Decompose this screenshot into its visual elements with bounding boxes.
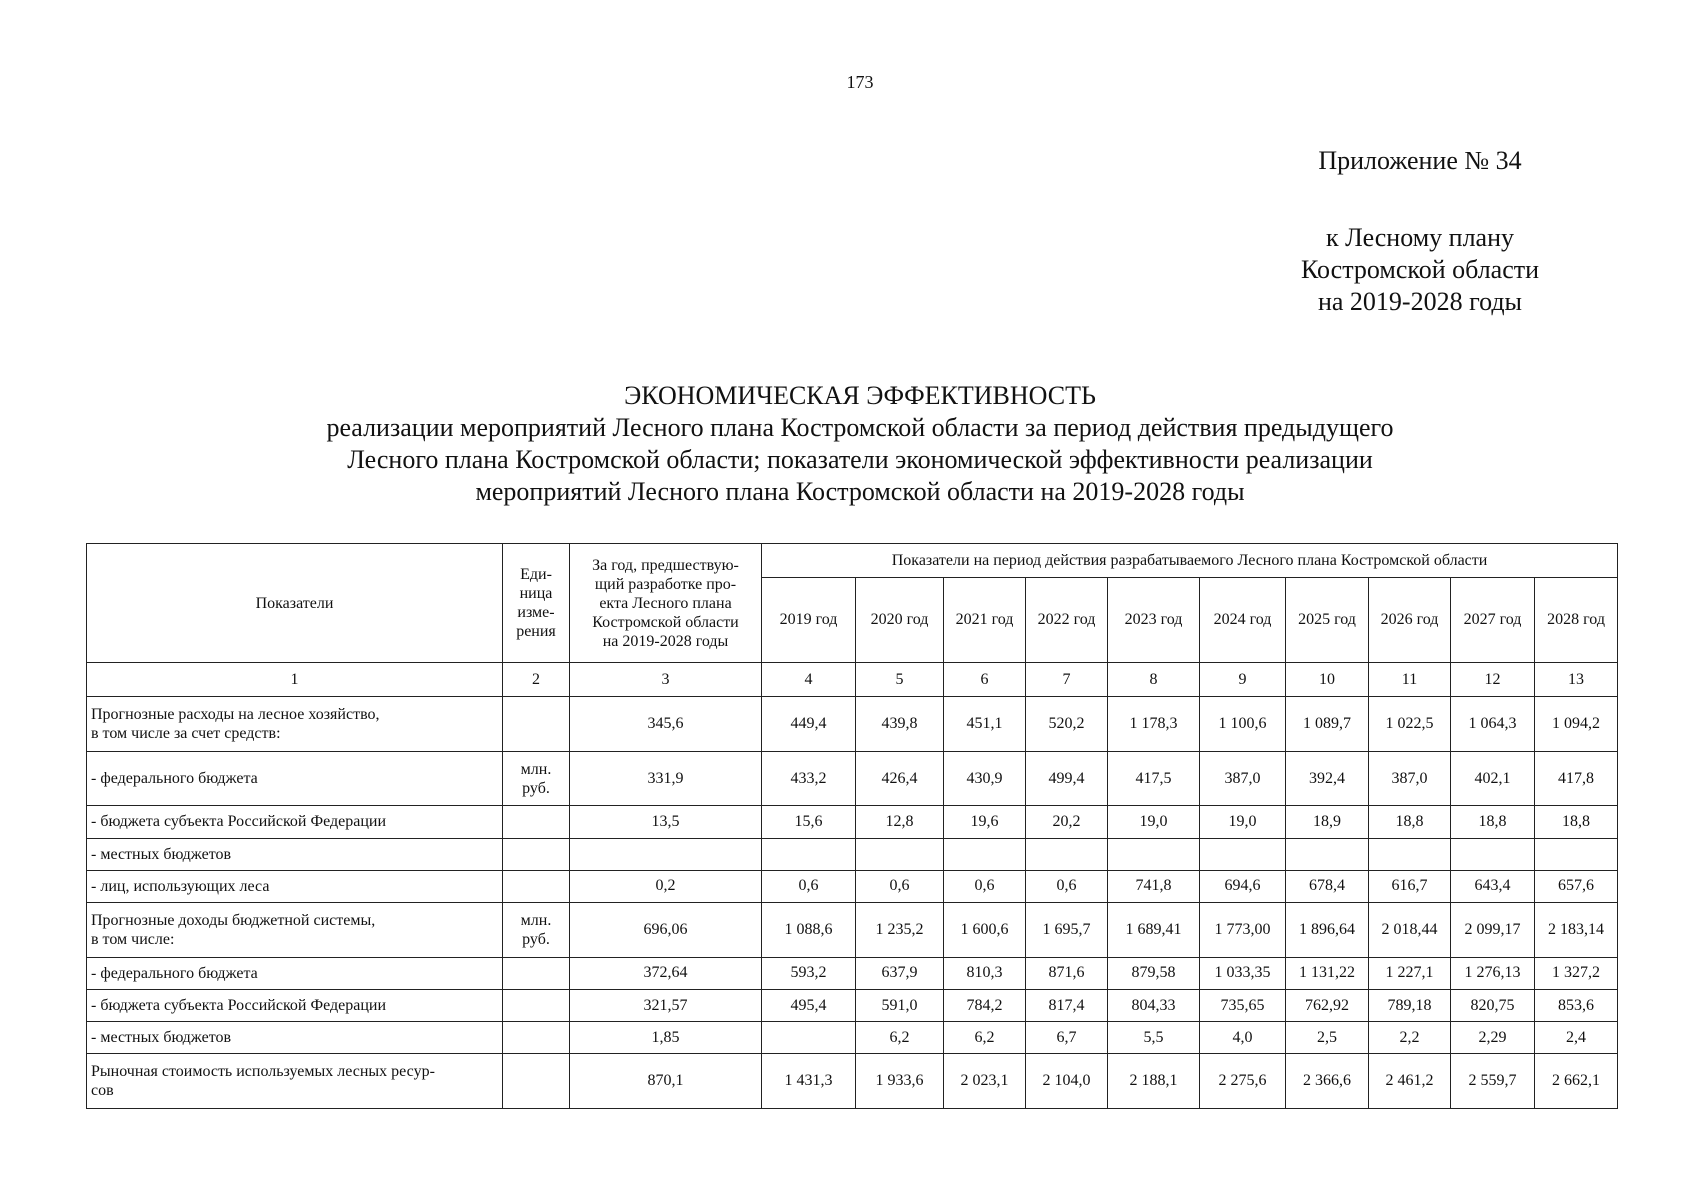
row-year-value xyxy=(1451,838,1535,870)
header-previous-year-line: на 2019-2028 годы xyxy=(602,632,729,650)
appendix-heading: Приложение № 34 xyxy=(1318,146,1522,175)
row-unit-line: млн. xyxy=(520,760,552,778)
header-unit-line: рения xyxy=(516,623,556,641)
appendix-reference-line: Костромской области xyxy=(1300,255,1540,284)
title-line: Лесного плана Костромской области; показатели экономической эффективности реализации xyxy=(347,445,1373,474)
row-previous-value: 372,64 xyxy=(570,957,762,989)
table-row xyxy=(87,838,1618,870)
row-year-value: 1 227,1 xyxy=(1369,957,1451,989)
column-number: 13 xyxy=(1535,663,1618,697)
row-year-value: 817,4 xyxy=(1026,989,1108,1021)
row-unit-line: млн. xyxy=(520,911,552,929)
row-unit xyxy=(503,989,570,1021)
header-unit-line: Еди- xyxy=(520,566,552,584)
header-year: 2025 год xyxy=(1286,578,1369,663)
row-unit-line: руб. xyxy=(522,779,550,797)
table-row xyxy=(87,903,1618,957)
row-year-value xyxy=(1200,838,1286,870)
row-year-value: 2 461,2 xyxy=(1369,1054,1451,1109)
row-year-value xyxy=(944,838,1026,870)
row-year-value: 694,6 xyxy=(1200,870,1286,902)
row-year-value: 871,6 xyxy=(1026,957,1108,989)
row-year-value: 439,8 xyxy=(856,697,944,751)
row-previous-value: 870,1 xyxy=(570,1054,762,1109)
header-year: 2028 год xyxy=(1535,578,1618,663)
row-year-value: 2,2 xyxy=(1369,1022,1451,1054)
row-year-value: 4,0 xyxy=(1200,1022,1286,1054)
column-number: 11 xyxy=(1369,663,1451,697)
row-unit-line: руб. xyxy=(522,930,550,948)
row-year-value xyxy=(1026,838,1108,870)
header-year: 2026 год xyxy=(1369,578,1451,663)
row-label-line: Прогнозные доходы бюджетной системы, xyxy=(91,911,376,929)
row-unit xyxy=(503,903,570,957)
header-unit xyxy=(503,544,570,663)
row-year-value: 451,1 xyxy=(944,697,1026,751)
header-year: 2021 год xyxy=(944,578,1026,663)
row-year-value: 789,18 xyxy=(1369,989,1451,1021)
row-label-line: сов xyxy=(91,1082,114,1100)
row-year-value: 6,2 xyxy=(944,1022,1026,1054)
row-label-line: Прогнозные расходы на лесное хозяйство, xyxy=(91,706,380,724)
row-year-value: 1 933,6 xyxy=(856,1054,944,1109)
row-year-value: 1 695,7 xyxy=(1026,903,1108,957)
row-label-line: - федерального бюджета xyxy=(91,770,258,788)
column-number: 9 xyxy=(1200,663,1286,697)
row-year-value: 762,92 xyxy=(1286,989,1369,1021)
row-label-line: в том числе: xyxy=(91,930,175,948)
row-year-value: 1 431,3 xyxy=(762,1054,856,1109)
row-label-line: - бюджета субъекта Российской Федерации xyxy=(91,813,387,831)
row-previous-value: 696,06 xyxy=(570,903,762,957)
row-label-line: - лиц, использующих леса xyxy=(91,877,270,895)
row-year-value: 19,0 xyxy=(1200,806,1286,838)
column-number: 1 xyxy=(87,663,503,697)
row-year-value: 2 366,6 xyxy=(1286,1054,1369,1109)
row-year-value: 2 104,0 xyxy=(1026,1054,1108,1109)
row-previous-value: 1,85 xyxy=(570,1022,762,1054)
row-label xyxy=(87,697,503,751)
row-unit xyxy=(503,838,570,870)
row-year-value: 417,8 xyxy=(1535,751,1618,805)
row-label xyxy=(87,806,503,838)
title-line: ЭКОНОМИЧЕСКАЯ ЭФФЕКТИВНОСТЬ xyxy=(624,381,1096,410)
row-previous-value: 345,6 xyxy=(570,697,762,751)
row-year-value: 402,1 xyxy=(1451,751,1535,805)
row-year-value: 18,9 xyxy=(1286,806,1369,838)
row-year-value: 433,2 xyxy=(762,751,856,805)
header-period-group: Показатели на период действия разрабатываемого Лесного плана Костромской области xyxy=(762,544,1618,578)
row-year-value: 2 275,6 xyxy=(1200,1054,1286,1109)
row-year-value: 0,6 xyxy=(1026,870,1108,902)
row-year-value xyxy=(1369,838,1451,870)
row-year-value: 810,3 xyxy=(944,957,1026,989)
column-number: 6 xyxy=(944,663,1026,697)
header-year: 2020 год xyxy=(856,578,944,663)
row-year-value: 678,4 xyxy=(1286,870,1369,902)
row-year-value: 2 559,7 xyxy=(1451,1054,1535,1109)
column-number: 10 xyxy=(1286,663,1369,697)
row-year-value xyxy=(856,838,944,870)
header-previous-year-line: щий разработке про- xyxy=(594,575,737,593)
row-year-value: 2 188,1 xyxy=(1108,1054,1200,1109)
title-line: реализации мероприятий Лесного плана Костромской области за период действия предыдущего xyxy=(326,413,1394,442)
row-year-value: 0,6 xyxy=(762,870,856,902)
row-year-value xyxy=(762,838,856,870)
row-previous-value: 13,5 xyxy=(570,806,762,838)
column-number: 2 xyxy=(503,663,570,697)
row-year-value xyxy=(762,1022,856,1054)
row-year-value: 15,6 xyxy=(762,806,856,838)
header-year: 2023 год xyxy=(1108,578,1200,663)
row-year-value: 1 094,2 xyxy=(1535,697,1618,751)
row-year-value: 879,58 xyxy=(1108,957,1200,989)
row-year-value: 1 131,22 xyxy=(1286,957,1369,989)
row-year-value: 1 064,3 xyxy=(1451,697,1535,751)
header-year: 2022 год xyxy=(1026,578,1108,663)
row-year-value: 1 689,41 xyxy=(1108,903,1200,957)
row-year-value: 784,2 xyxy=(944,989,1026,1021)
row-year-value: 18,8 xyxy=(1369,806,1451,838)
row-year-value: 495,4 xyxy=(762,989,856,1021)
appendix-reference-line: к Лесному плану xyxy=(1325,223,1515,252)
row-unit xyxy=(503,697,570,751)
row-year-value: 804,33 xyxy=(1108,989,1200,1021)
row-previous-value: 331,9 xyxy=(570,751,762,805)
row-year-value: 637,9 xyxy=(856,957,944,989)
row-year-value: 616,7 xyxy=(1369,870,1451,902)
row-unit xyxy=(503,1022,570,1054)
row-label xyxy=(87,903,503,957)
row-label-line: - местных бюджетов xyxy=(91,845,232,863)
table-row xyxy=(87,751,1618,805)
row-year-value: 387,0 xyxy=(1369,751,1451,805)
row-label xyxy=(87,751,503,805)
row-year-value: 1 896,64 xyxy=(1286,903,1369,957)
row-year-value: 1 033,35 xyxy=(1200,957,1286,989)
header-unit-line: изме- xyxy=(517,604,555,622)
row-label xyxy=(87,1054,503,1109)
table-row xyxy=(87,697,1618,751)
row-year-value: 449,4 xyxy=(762,697,856,751)
header-indicators: Показатели xyxy=(87,544,503,663)
row-year-value: 2 099,17 xyxy=(1451,903,1535,957)
row-previous-value xyxy=(570,838,762,870)
row-year-value: 820,75 xyxy=(1451,989,1535,1021)
row-unit xyxy=(503,870,570,902)
row-year-value: 1 235,2 xyxy=(856,903,944,957)
row-label-line: - бюджета субъекта Российской Федерации xyxy=(91,997,387,1015)
row-year-value: 499,4 xyxy=(1026,751,1108,805)
table-row xyxy=(87,870,1618,902)
column-number: 5 xyxy=(856,663,944,697)
row-year-value: 2 662,1 xyxy=(1535,1054,1618,1109)
row-unit xyxy=(503,751,570,805)
header-year: 2019 год xyxy=(762,578,856,663)
column-number: 8 xyxy=(1108,663,1200,697)
row-label-line: Рыночная стоимость используемых лесных ресур- xyxy=(91,1063,435,1081)
row-year-value: 1 178,3 xyxy=(1108,697,1200,751)
column-number: 7 xyxy=(1026,663,1108,697)
row-year-value: 430,9 xyxy=(944,751,1026,805)
table-row xyxy=(87,957,1618,989)
row-year-value: 1 276,13 xyxy=(1451,957,1535,989)
row-year-value: 1 327,2 xyxy=(1535,957,1618,989)
row-year-value: 12,8 xyxy=(856,806,944,838)
row-year-value: 2 023,1 xyxy=(944,1054,1026,1109)
row-year-value: 735,65 xyxy=(1200,989,1286,1021)
row-year-value: 2,4 xyxy=(1535,1022,1618,1054)
row-year-value: 2,5 xyxy=(1286,1022,1369,1054)
row-year-value: 20,2 xyxy=(1026,806,1108,838)
row-year-value: 2,29 xyxy=(1451,1022,1535,1054)
row-year-value: 2 018,44 xyxy=(1369,903,1451,957)
header-year: 2027 год xyxy=(1451,578,1535,663)
row-label xyxy=(87,1022,503,1054)
row-year-value xyxy=(1108,838,1200,870)
header-unit-line: ница xyxy=(519,585,553,603)
row-year-value: 1 088,6 xyxy=(762,903,856,957)
row-year-value: 643,4 xyxy=(1451,870,1535,902)
row-year-value: 5,5 xyxy=(1108,1022,1200,1054)
column-number: 4 xyxy=(762,663,856,697)
row-year-value: 2 183,14 xyxy=(1535,903,1618,957)
row-year-value: 0,6 xyxy=(944,870,1026,902)
column-number: 12 xyxy=(1451,663,1535,697)
row-unit xyxy=(503,957,570,989)
row-year-value: 417,5 xyxy=(1108,751,1200,805)
appendix-reference-line: на 2019-2028 годы xyxy=(1317,287,1523,316)
row-year-value: 19,0 xyxy=(1108,806,1200,838)
row-unit xyxy=(503,806,570,838)
row-year-value: 1 773,00 xyxy=(1200,903,1286,957)
row-year-value xyxy=(1286,838,1369,870)
row-year-value: 426,4 xyxy=(856,751,944,805)
row-year-value: 520,2 xyxy=(1026,697,1108,751)
row-label xyxy=(87,989,503,1021)
row-label-line: - местных бюджетов xyxy=(91,1029,232,1047)
row-label-line: в том числе за счет средств: xyxy=(91,725,281,743)
title-line: мероприятий Лесного плана Костромской области на 2019-2028 годы xyxy=(475,477,1245,506)
row-unit xyxy=(503,1054,570,1109)
document-title xyxy=(0,380,1697,508)
column-number: 3 xyxy=(570,663,762,697)
table-row xyxy=(87,1022,1618,1054)
row-year-value: 1 022,5 xyxy=(1369,697,1451,751)
efficiency-table xyxy=(86,543,1618,1109)
header-previous-year xyxy=(570,544,762,663)
header-year: 2024 год xyxy=(1200,578,1286,663)
row-year-value: 18,8 xyxy=(1535,806,1618,838)
header-previous-year-line: Костромской области xyxy=(592,613,739,631)
row-year-value: 1 089,7 xyxy=(1286,697,1369,751)
row-previous-value: 321,57 xyxy=(570,989,762,1021)
row-previous-value: 0,2 xyxy=(570,870,762,902)
table-row xyxy=(87,989,1618,1021)
row-year-value: 6,2 xyxy=(856,1022,944,1054)
row-year-value: 741,8 xyxy=(1108,870,1200,902)
page-number: 173 xyxy=(846,72,874,92)
row-label xyxy=(87,870,503,902)
row-year-value xyxy=(1535,838,1618,870)
row-year-value: 19,6 xyxy=(944,806,1026,838)
row-year-value: 1 600,6 xyxy=(944,903,1026,957)
row-label xyxy=(87,957,503,989)
row-label xyxy=(87,838,503,870)
table-row xyxy=(87,1054,1618,1109)
row-year-value: 18,8 xyxy=(1451,806,1535,838)
row-year-value: 853,6 xyxy=(1535,989,1618,1021)
row-year-value: 6,7 xyxy=(1026,1022,1108,1054)
row-year-value: 1 100,6 xyxy=(1200,697,1286,751)
header-previous-year-line: екта Лесного плана xyxy=(599,594,732,612)
row-year-value: 0,6 xyxy=(856,870,944,902)
row-year-value: 392,4 xyxy=(1286,751,1369,805)
row-year-value: 591,0 xyxy=(856,989,944,1021)
row-year-value: 593,2 xyxy=(762,957,856,989)
appendix-reference xyxy=(1260,222,1580,318)
row-label-line: - федерального бюджета xyxy=(91,964,258,982)
row-year-value: 657,6 xyxy=(1535,870,1618,902)
header-previous-year-line: За год, предшествую- xyxy=(592,556,739,574)
table-row xyxy=(87,806,1618,838)
row-year-value: 387,0 xyxy=(1200,751,1286,805)
